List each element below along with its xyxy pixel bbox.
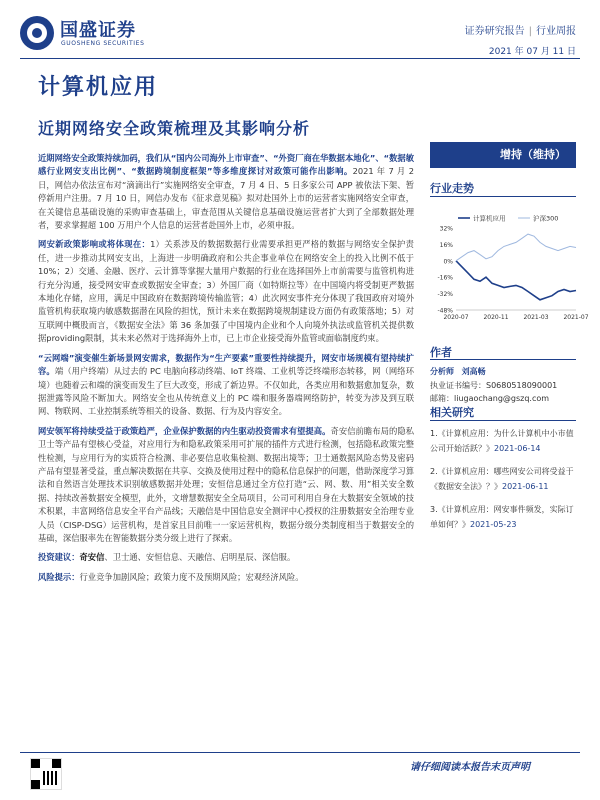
paragraph-text: 端（用户终端）从过去的 PC 电脑向移动终端、IoT 终端、工业机等泛终端形态转移，网（网络环境）也随着云和端的演变而发生了巨大改变，形成了新边界。不仅如此，各类应用和数据愈加复杂，数据泄露等风险不断加大。网络安全也从传统意义上的 PC 端和服务器端网络防护，转变为涉及到互联网、物联网、工业控制系统等相关的设备、数据、行为及内容安全。 [38, 366, 414, 417]
y-tick-label: 16% [439, 241, 453, 249]
trend-title: 行业走势 [430, 182, 474, 195]
related-item[interactable] [430, 464, 576, 494]
related-item[interactable] [430, 426, 576, 456]
related-item-text[interactable]: 1.《计算机应用：为什么计算机中小市值公司开始活跃？》 [430, 429, 574, 453]
risk-text: 行业竞争加剧风险；政策力度不及预期风险；宏观经济风险。 [79, 571, 304, 582]
y-tick-label: -32% [437, 291, 453, 299]
header-divider [20, 58, 580, 59]
related-title: 相关研究 [430, 406, 474, 419]
rating-badge: 增持（维持） [430, 142, 576, 168]
advice-label: 投资建议： [38, 552, 80, 563]
analyst-section-title: 作者 [430, 346, 452, 359]
advice-lead-stock: 奇安信 [79, 552, 105, 563]
report-type-label: 证券研究报告 [464, 26, 525, 37]
x-tick-label: 2021-07 [563, 314, 589, 321]
paragraph-text: 奇安信前瞻布局的隐私卫士等产品有望核心受益，对应用行为和隐私政策采用可扩展的插件方式进行检测，包括隐私政策完整性检测，与应用行为的实质符合检测、非必要信息收集检测、数据出境等；卫士通数据风险态势及密码产品有望显著受益，重点解决数据在共享、交换及使用过程中的隐私信息保护的问题，借助深度学习算法和自然语言处理技术识别敏感数据并处理；安恒信息通过全方位打造“云、网、数、用”相关安全数据、持续改善数据安全模型，此外，文增慧数据安全全局项目，公司可利用自身在大数据安全领域的技术积累，丰富网络信息安全平台产品线；天融信是中国信息安全测评中心授权的注册数据安全治理专业人员（CISP-DSG）运营机构，是首家且目前唯一一家运营机构，数据分级分类制度相当于数据安全的基础，深信服率先在智能数据分类分级上进行了探索。 [38, 425, 414, 543]
report-type: 证券研究报告 | 行业周报 [464, 26, 576, 37]
report-subtype-label: 行业周报 [536, 26, 576, 37]
x-tick-label: 2020-11 [483, 314, 509, 321]
paragraph-lead: 网安新政策影响或将体现在： [38, 239, 151, 250]
license-number: 执业证书编号：S0680518090001 [430, 381, 558, 390]
risk-warning [38, 571, 414, 584]
analyst-label: 分析师 [430, 367, 454, 376]
analyst-row [430, 366, 486, 377]
footer-divider [20, 752, 580, 753]
paragraph-lead: “云网端”演变催生新场景网安需求，数据作为“生产要素”重要性持续提升，网安市场规模有望持续扩容。 [38, 352, 414, 377]
logo-mark-icon [20, 16, 54, 50]
report-date: 2021 年 07 月 11 日 [488, 47, 576, 57]
logo-text: 国盛证券 [60, 20, 136, 41]
related-item-date: 2021-06-11 [502, 482, 549, 491]
qr-code-icon [30, 758, 62, 790]
footer-notice: 请仔细阅读本报告末页声明 [410, 762, 530, 773]
related-item-date: 2021-06-14 [494, 444, 541, 453]
related-item-text[interactable]: 3.《计算机应用：网安事件频发，实际订单如何？》 [430, 505, 574, 529]
report-title: 近期网络安全政策梳理及其影响分析 [38, 119, 311, 138]
y-tick-label: 0% [443, 258, 453, 266]
legend-label: 计算机应用 [473, 214, 506, 223]
industry-title: 计算机应用 [38, 75, 159, 100]
investment-advice [38, 551, 414, 564]
y-tick-label: -16% [437, 274, 453, 282]
related-item[interactable] [430, 502, 576, 532]
trend-chart [430, 208, 589, 328]
paragraph-lead: 网安领军将持续受益于政策趋严，企业保护数据的内生驱动投资需求有望提高。 [38, 425, 331, 436]
report-body [38, 152, 414, 590]
related-item-date: 2021-05-23 [470, 520, 517, 529]
related-item-text[interactable]: 2.《计算机应用：哪些网安公司将受益于《数据安全法》？》 [430, 467, 574, 491]
paragraph-lead: 近期网络安全政策持续加码，我们从“国内公司海外上市审查”、“外资厂商在华数据本地化”、“数据敏感行业网安支出比例”、“数据跨境制度框架”等多维度探讨对政策可能作出影响。 [38, 153, 414, 177]
paragraph [38, 425, 414, 546]
paragraph-text: 2021 年 7 月 2 日，网信办依法宣布对“滴滴出行”实施网络安全审查，7 月 4 日、5 日多家公司 APP 被依法下架、暂停新用户注册。7 月 10 日，网信办发布《征求意见稿》拟对赴国外上市的运营者实施网络安全审查，在关键信息基础设施的采购审查基础上，审查范围从关键信息基础设施运营者扩大到了全部数据处理者，要求掌握超 100 万用户个人信息的运营者赴国外上市，必须申报。 [38, 166, 414, 231]
paragraph [38, 352, 414, 419]
legend-label: 沪深300 [533, 214, 559, 223]
x-tick-label: 2020-07 [443, 314, 469, 321]
trend-divider [430, 196, 576, 197]
paragraph-text: 1）关系涉及的数据数据行业需要承担更严格的数据与网络安全保护责任，进一步推动其网安支出，上海进一步明确政府和公共企事业单位在网络安全上的投入比例不低于 10%；2）交通、金融、医疗、云计算等掌握大量用户数据的行业在选择国外上市前需要与监管机构进行充分沟通，接受网安审查或数据安全审查；3）外国厂商（如特斯拉等）在中国境内将受制更严数据本地化存储，应用，满足中国政府在数据跨境传输监管；4）此次网安事件充分体现了我国政府对境外监管机构获取境内敏感数据潜在风险的担忧，预计未来在数据跨境规制建设方面仍有政策落地；5）对互联网中概股而言，《数据安全法》第 36 条加强了中国境内企业和个人向境外执法或监管机关提供数据providing限制，其未来必然对于选择海外上市，已上市企业接受海外监管或面临制度约束。 [38, 239, 414, 344]
analyst-email[interactable]: 邮箱：liugaochang@gszq.com [430, 394, 550, 403]
related-divider [430, 420, 576, 421]
series-line [456, 261, 576, 300]
series-line [456, 234, 576, 261]
y-tick-label: -48% [437, 307, 453, 315]
company-logo [20, 14, 180, 54]
analyst-name: 刘高畅 [461, 367, 486, 376]
x-tick-label: 2021-03 [523, 314, 549, 321]
paragraph [38, 152, 414, 232]
y-tick-label: 32% [439, 225, 453, 233]
advice-text: 、卫士通、安恒信息、天融信、启明星辰、深信服。 [104, 552, 296, 563]
paragraph [38, 238, 414, 345]
analyst-divider [430, 359, 576, 360]
related-list [430, 426, 576, 540]
logo-subtext: GUOSHENG SECURITIES [61, 40, 145, 47]
risk-label: 风险提示： [38, 571, 80, 582]
